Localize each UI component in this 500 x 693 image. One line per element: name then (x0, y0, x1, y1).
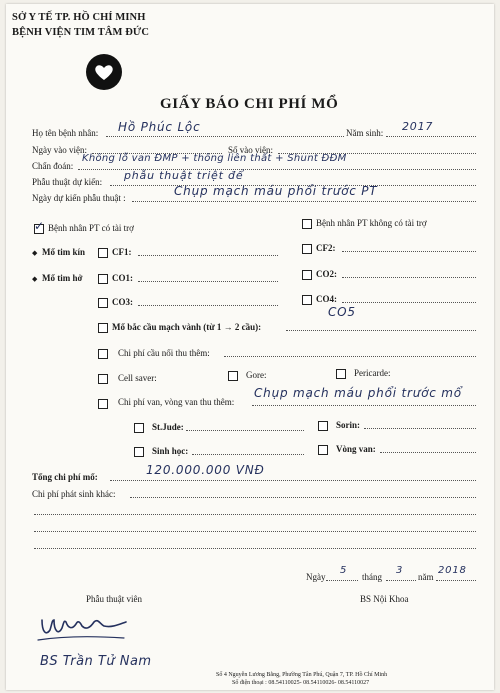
co2-label: CO2: (316, 269, 337, 279)
gore-checkbox[interactable] (228, 371, 238, 381)
sponsored-checkbox[interactable] (34, 224, 44, 234)
sinh-hoc-checkbox[interactable] (134, 447, 144, 457)
surgeon-signature (34, 606, 134, 646)
diagnosis-value: Không lỗ van ĐMP + thông liên thất + Shunt ĐĐM (82, 153, 347, 164)
date-day-value: 5 (340, 565, 348, 576)
planned-surgery-value: phẫu thuật triệt để (124, 169, 244, 182)
document-title: GIẤY BÁO CHI PHÍ MỔ (160, 96, 339, 112)
vong-van-checkbox[interactable] (318, 445, 328, 455)
birth-year-label: Năm sinh: (346, 128, 384, 138)
cf2-checkbox[interactable] (302, 244, 312, 254)
cf1-checkbox[interactable] (98, 248, 108, 258)
footer-address: Số 4 Nguyễn Lương Bằng, Phường Tân Phú, Quận 7, TP. Hồ Chí Minh (216, 672, 388, 678)
ministry-name: SỞ Y TẾ TP. HỒ CHÍ MINH (12, 12, 146, 23)
planned-surgery-label: Phẫu thuật dự kiến: (32, 177, 103, 187)
bypass-label: Mổ bắc cầu mạch vành (từ 1 → 2 cầu): (112, 322, 262, 332)
date-month-label: tháng (362, 572, 382, 582)
vong-van-label: Vòng van: (336, 444, 376, 454)
footer-phone: Số điện thoại : 08.54110025- 08.54110026- 08.54110027 (232, 680, 370, 686)
cf1-label: CF1: (112, 247, 132, 257)
surgery-date-value: Chụp mạch máu phổi trước PT (174, 184, 378, 198)
surgeon-title: Phẫu thuật viên (86, 594, 142, 604)
co1-checkbox[interactable] (98, 274, 108, 284)
st-jude-checkbox[interactable] (134, 423, 144, 433)
not-sponsored-checkbox[interactable] (302, 219, 312, 229)
cf2-label: CF2: (316, 243, 336, 253)
gore-label: Gore: (246, 370, 267, 380)
diagnosis-label: Chẩn đoán: (32, 161, 74, 171)
admit-number-label: Số vào viện: (228, 145, 273, 155)
not-sponsored-label: Bệnh nhân PT không có tài trợ (316, 218, 427, 228)
heart-icon (86, 54, 122, 90)
sorin-checkbox[interactable] (318, 421, 328, 431)
bypass-extra-checkbox[interactable] (98, 349, 108, 359)
bullet-icon: ◆ (32, 249, 38, 257)
other-cost-label: Chi phí phát sinh khác: (32, 489, 116, 499)
st-jude-label: St.Jude: (152, 422, 184, 432)
document-page (6, 4, 494, 690)
pericarde-checkbox[interactable] (336, 369, 346, 379)
total-cost-value: 120.000.000 VNĐ (146, 463, 265, 477)
date-year-value: 2018 (438, 565, 467, 576)
arrow-right-icon: → (223, 322, 233, 332)
closed-heart-label: Mổ tim kín (42, 247, 86, 257)
patient-name-label: Họ tên bệnh nhân: (32, 128, 99, 138)
doctor-title: BS Nội Khoa (360, 594, 409, 604)
admit-date-label: Ngày vào viện: (32, 145, 87, 155)
hospital-logo (86, 54, 122, 90)
co3-checkbox[interactable] (98, 298, 108, 308)
valve-extra-checkbox[interactable] (98, 399, 108, 409)
sorin-label: Sorin: (336, 420, 361, 430)
pericarde-label: Pericarde: (354, 368, 391, 378)
total-cost-label: Tổng chi phí mổ: (32, 472, 98, 482)
co3-label: CO3: (112, 297, 133, 307)
date-month-value: 3 (396, 565, 404, 576)
co1-label: CO1: (112, 273, 133, 283)
cell-saver-checkbox[interactable] (98, 374, 108, 384)
surgeon-name: BS Trần Tử Nam (40, 654, 152, 669)
patient-name-value: Hồ Phúc Lộc (118, 120, 201, 134)
bypass-checkbox[interactable] (98, 323, 108, 333)
date-day-label: Ngày (306, 572, 326, 582)
cell-saver-label: Cell saver: (118, 373, 157, 383)
co4-value: CO5 (328, 305, 356, 319)
co2-checkbox[interactable] (302, 270, 312, 280)
sinh-hoc-label: Sinh học: (152, 446, 189, 456)
bullet-icon: ◆ (32, 275, 38, 283)
hospital-name: BỆNH VIỆN TIM TÂM ĐỨC (12, 27, 150, 38)
valve-extra-value: Chụp mạch máu phổi trước mổ (254, 386, 462, 400)
surgery-date-label: Ngày dự kiến phẫu thuật : (32, 193, 126, 203)
date-year-label: năm (418, 572, 434, 582)
open-heart-label: Mổ tim hở (42, 273, 83, 283)
co4-checkbox[interactable] (302, 295, 312, 305)
sponsored-label: Bệnh nhân PT có tài trợ (48, 223, 134, 233)
bypass-extra-label: Chi phí cầu nối thu thêm: (118, 348, 210, 358)
valve-extra-label: Chi phí van, vòng van thu thêm: (118, 397, 235, 407)
birth-year-value: 2017 (402, 120, 434, 133)
co4-label: CO4: (316, 294, 337, 304)
